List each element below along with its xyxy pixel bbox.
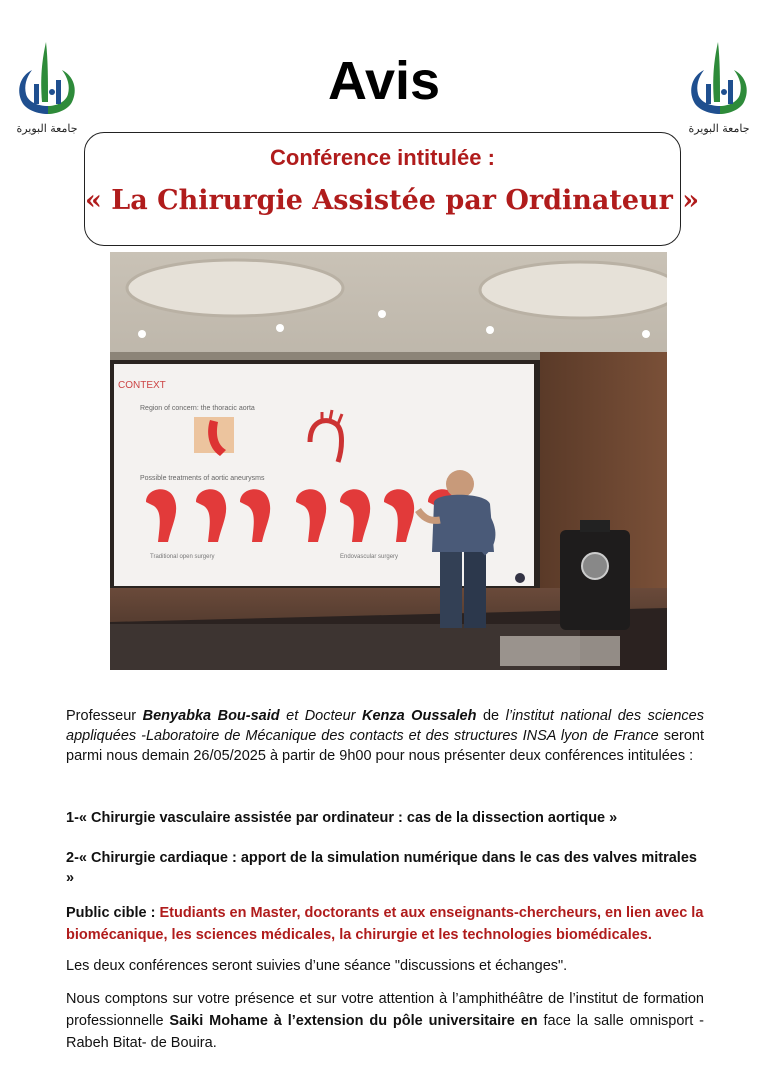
closing-place: Saiki Mohame à l’extension du pôle universitaire en xyxy=(169,1013,538,1029)
slide-line2: Possible treatments of aortic aneurysms xyxy=(140,475,265,482)
logo-caption: جامعة البويرة xyxy=(16,122,78,135)
slide-line1: Region of concern: the thoracic aorta xyxy=(140,405,255,412)
speaker-2: Kenza Oussaleh xyxy=(361,708,477,724)
conference-title-box xyxy=(84,132,700,246)
audience-label: Public cible : xyxy=(66,905,160,921)
conference-label: Conférence intitulée : xyxy=(270,145,495,170)
slide-caption1: Traditional open surgery xyxy=(150,554,215,560)
slide-heading: CONTEXT xyxy=(118,380,166,391)
intro-text-2: et Docteur xyxy=(279,708,362,724)
speaker-1: Benyabka Bou-said xyxy=(142,708,280,724)
talk-1: 1-« Chirurgie vasculaire assistée par ordinateur : cas de la dissection aortique » xyxy=(66,810,618,826)
intro-text-4: seront parmi nous demain 26/05/2025 à partir de 9h00 pour nous présenter deux conférences intitulées : xyxy=(66,728,704,764)
conference-name: « La Chirurgie Assistée par Ordinateur » xyxy=(85,185,700,216)
lecture-photo-illustration xyxy=(110,252,667,670)
followup-text: Les deux conférences seront suivies d’une séance "discussions et échanges". xyxy=(66,958,568,974)
closing-paragraph xyxy=(66,988,704,1054)
closing-text-2: face la salle omnisport -Rabeh Bitat- de Bouira. xyxy=(66,1013,704,1051)
intro-paragraph xyxy=(66,706,704,766)
audience-value: Etudiants en Master, doctorants et aux enseignants-chercheurs, en lien avec la biomécanique, les sciences médicales, la chirurgie et les technologies biomédicales. xyxy=(66,905,704,943)
talk-2: 2-« Chirurgie cardiaque : apport de la simulation numérique dans le cas des valves mitrales » xyxy=(66,850,697,886)
logo-caption: جامعة البويرة xyxy=(688,122,750,135)
closing-text-1: Nous comptons sur votre présence et sur votre attention à l’amphithéâtre de l’institut de formation professionnelle xyxy=(66,991,704,1029)
intro-text-3: de xyxy=(476,708,506,724)
institution: l’institut national des sciences appliquées -Laboratoire de Mécanique des contacts et des structures INSA lyon de France xyxy=(66,708,704,744)
target-audience xyxy=(66,902,704,946)
slide-caption2: Endovascular surgery xyxy=(340,554,399,560)
intro-text-1: Professeur xyxy=(66,708,143,724)
conference-photo xyxy=(110,252,667,670)
page-title: Avis xyxy=(327,51,441,111)
